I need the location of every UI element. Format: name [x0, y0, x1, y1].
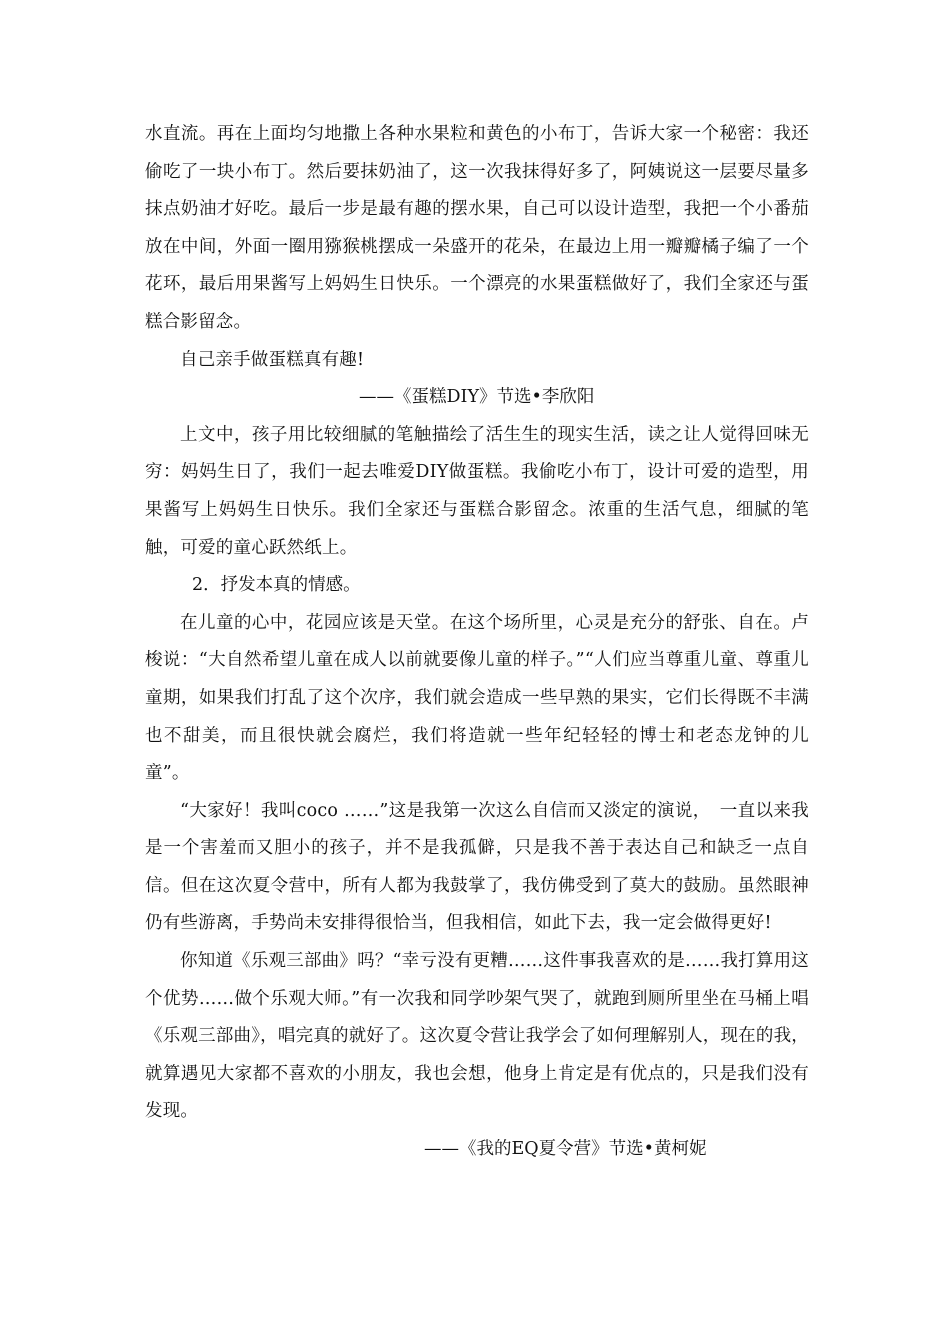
paragraph-rousseau-quote: 在儿童的心中，花园应该是天堂。在这个场所里，心灵是充分的舒张、自在。卢梭说：“大自然希望儿童在成人以前就要像儿童的样子。”“人们应当尊重儿童、尊重儿童期，如果我们打乱了这个次序，我们就会造成一些早熟的果实，它们长得既不丰满也不甜美，而且很快就会腐烂，我们将造就一些年纪轻轻的博士和老态龙钟的儿童”。	[145, 612, 809, 784]
section-heading-express-emotion: 2．抒发本真的情感。	[192, 575, 361, 596]
paragraph-optimism-trilogy: 你知道《乐观三部曲》吗？“幸亏没有更糟……这件事我喜欢的是……我打算用这个优势……做个乐观大师。”有一次我和同学吵架气哭了，就跑到厕所里坐在马桶上唱《乐观三部曲》，唱完真的就好了。这次夏令营让我学会了如何理解别人，现在的我，就算遇见大家都不喜欢的小朋友，我也会想，他身上肯定是有优点的，只是我们没有发现。	[145, 951, 809, 1122]
source-citation-eq-camp: ——《我的EQ夏令营》节选•黄柯妮	[424, 1139, 707, 1160]
document-page	[145, 116, 809, 1169]
paragraph-cake-conclusion: 自己亲手做蛋糕真有趣!	[180, 349, 365, 370]
paragraph-coco-speech: “大家好！我叫coco ……”这是我第一次这么自信而又淡定的演说， 一直以来我是一个害羞而又胆小的孩子，并不是我孤僻，只是我不善于表达自己和缺乏一点自信。但在这次夏令营中，所有人都为我鼓掌了，我仿佛受到了莫大的鼓励。虽然眼神仍有些游离，手势尚未安排得很恰当，但我相信，如此下去，我一定会做得更好!	[145, 800, 809, 934]
paragraph-cake-story-continued: 水直流。再在上面均匀地撒上各种水果粒和黄色的小布丁，告诉大家一个秘密：我还偷吃了一块小布丁。然后要抹奶油了，这一次我抹得好多了，阿姨说这一层要尽量多抹点奶油才好吃。最后一步是最有趣的摆水果，自己可以设计造型，我把一个小番茄放在中间，外面一圈用猕猴桃摆成一朵盛开的花朵，在最边上用一瓣瓣橘子编了一个花环，最后用果酱写上妈妈生日快乐。一个漂亮的水果蛋糕做好了，我们全家还与蛋糕合影留念。	[145, 124, 809, 332]
source-citation-cake-diy: ——《蛋糕DIY》节选•李欣阳	[359, 387, 595, 408]
paragraph-cake-commentary: 上文中，孩子用比较细腻的笔触描绘了活生生的现实生活，读之让人觉得回味无穷：妈妈生日了，我们一起去唯爱DIY做蛋糕。我偷吃小布丁，设计可爱的造型，用果酱写上妈妈生日快乐。我们全家还与蛋糕合影留念。浓重的生活气息，细腻的笔触，可爱的童心跃然纸上。	[145, 424, 809, 558]
